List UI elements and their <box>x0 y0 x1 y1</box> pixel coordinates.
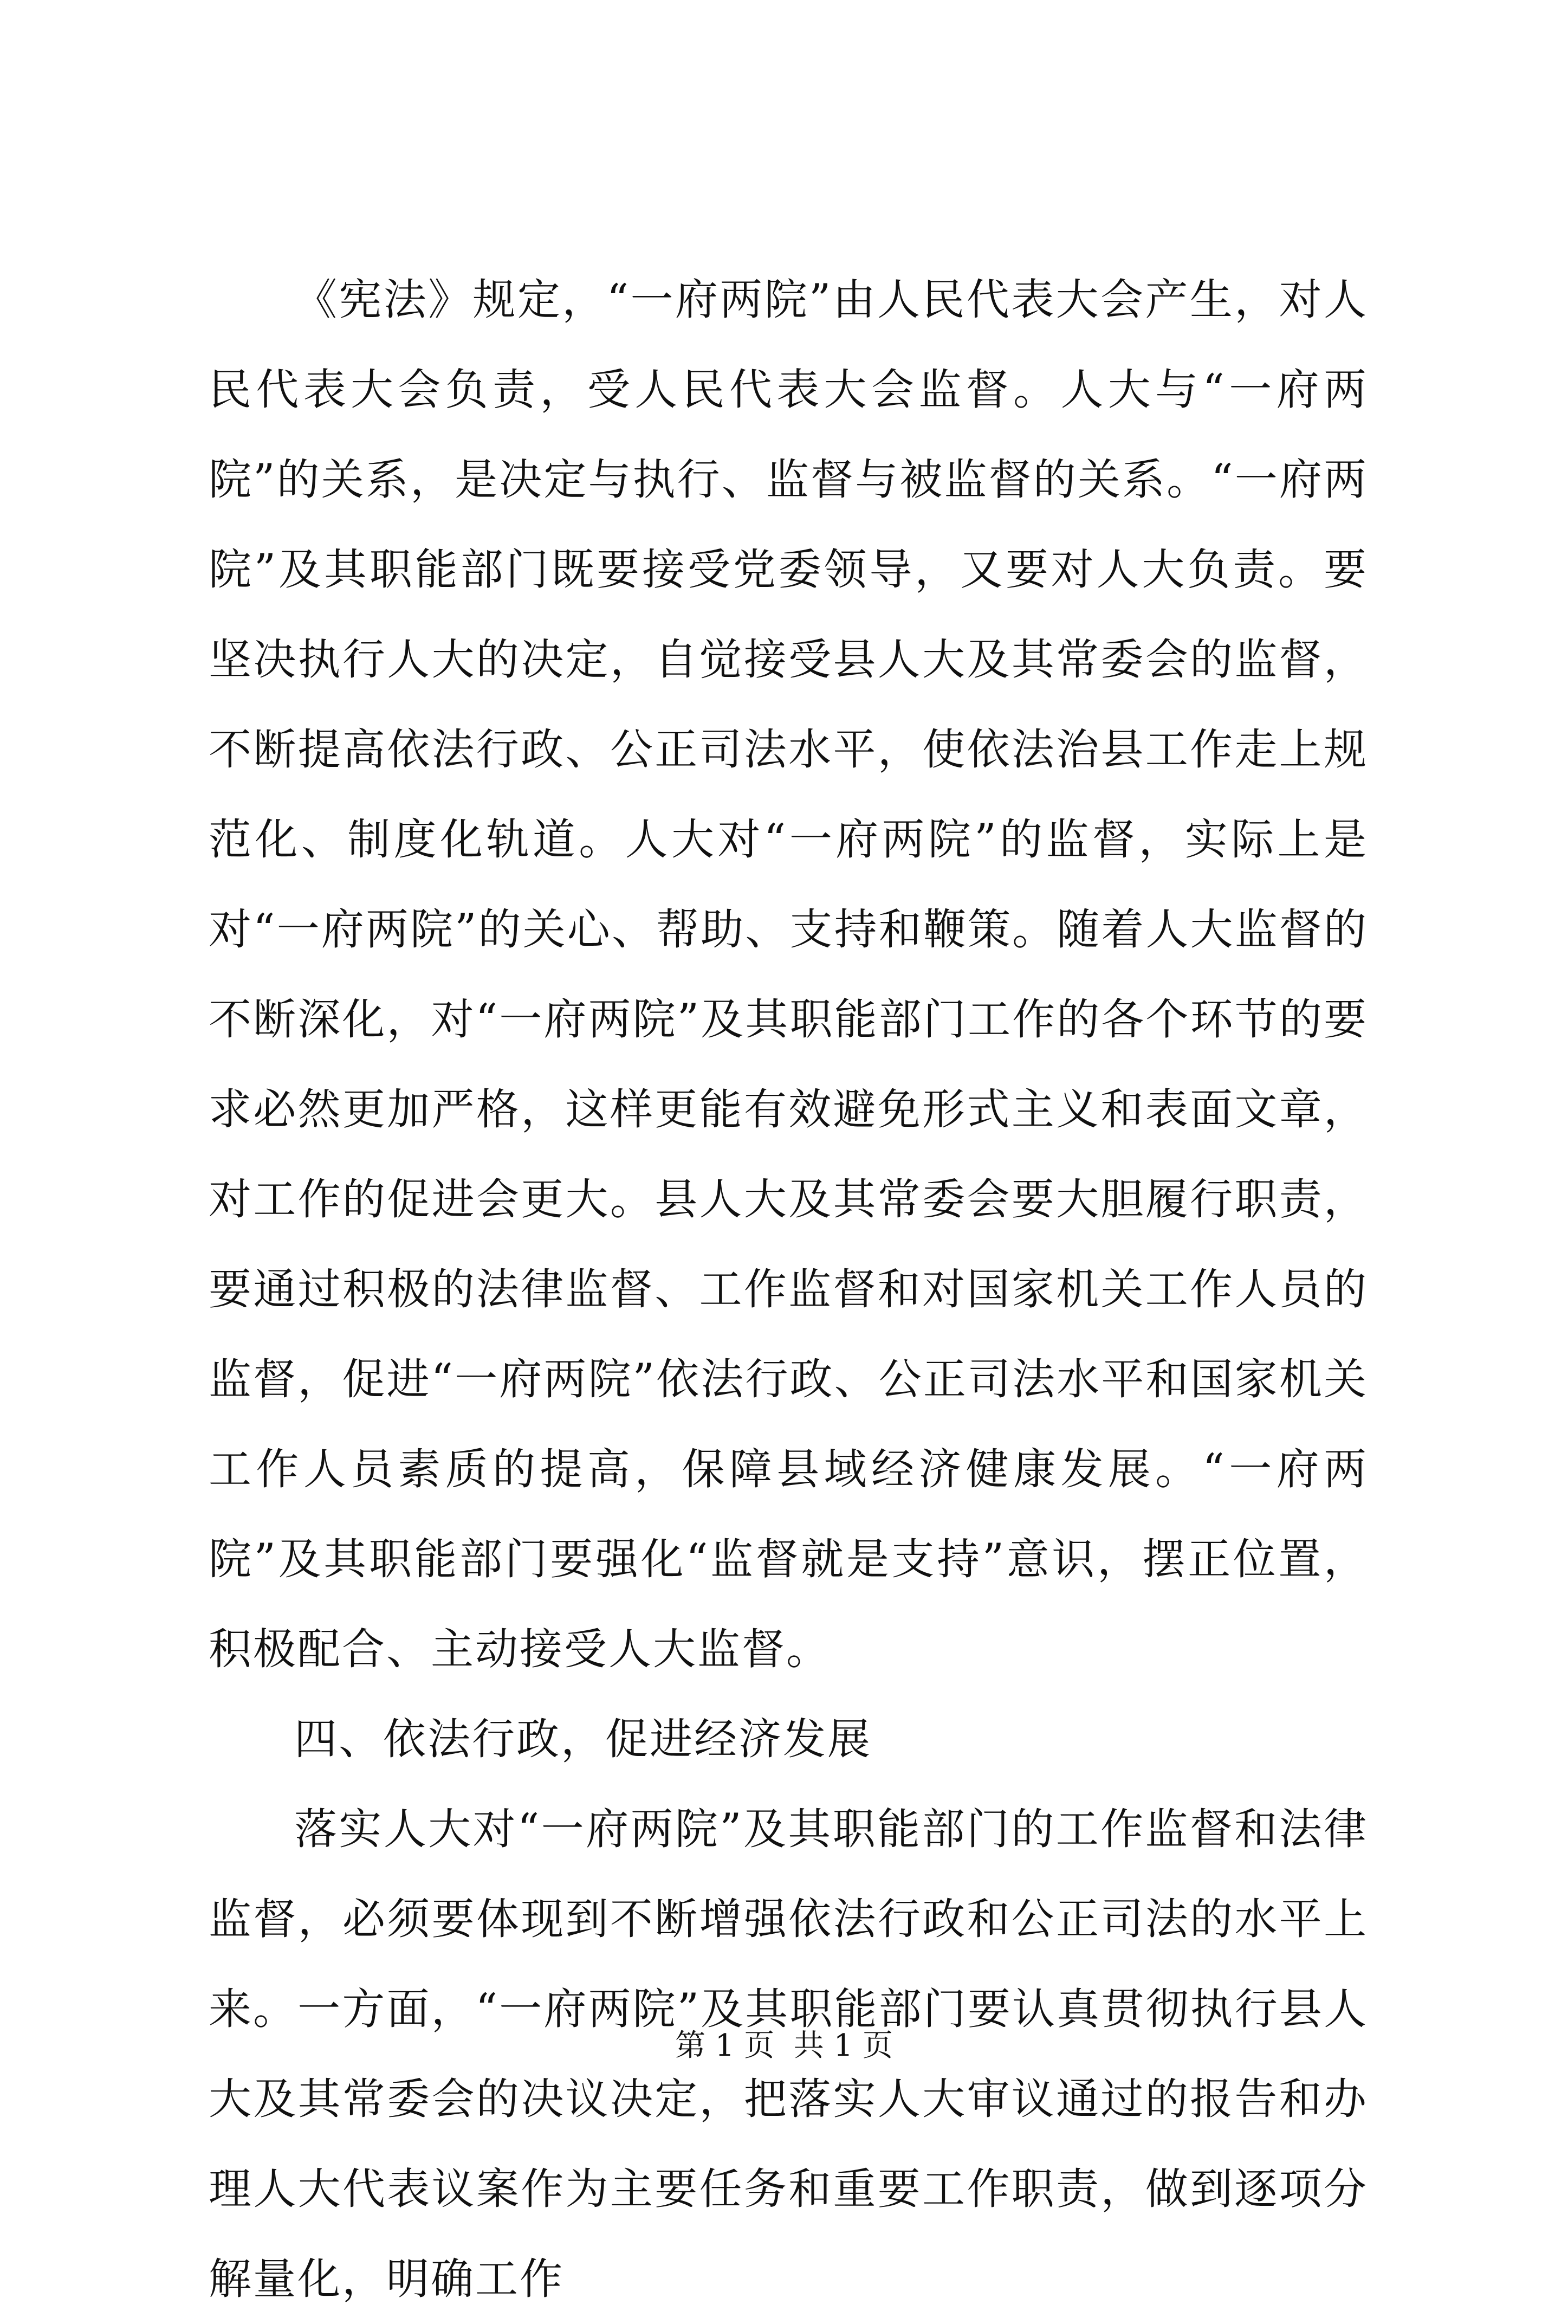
page-number-label: 第 1 页 共 1 页 <box>675 2028 893 2063</box>
body-paragraph-1: 《宪法》规定，“一府两院”由人民代表大会产生，对人民代表大会负责，受人民代表大会监督。人大与“一府两院”的关系，是决定与执行、监督与被监督的关系。“一府两院”及其职能部门既要接受党委领导，又要对人大负责。要坚决执行人大的决定，自觉接受县人大及其常委会的监督，不断提高依法行政、公正司法水平，使依法治县工作走上规范化、制度化轨道。人大对“一府两院”的监督，实际上是对“一府两院”的关心、帮助、支持和鞭策。随着人大监督的不断深化，对“一府两院”及其职能部门工作的各个环节的要求必然更加严格，这样更能有效避免形式主义和表面文章，对工作的促进会更大。县人大及其常委会要大胆履行职责，要通过积极的法律监督、工作监督和对国家机关工作人员的监督，促进“一府两院”依法行政、公正司法水平和国家机关工作人员素质的提高，保障县域经济健康发展。“一府两院”及其职能部门要强化“监督就是支持”意识，摆正位置，积极配合、主动接受人大监督。 <box>209 275 1368 1674</box>
page-footer <box>0 2024 1568 2068</box>
body-paragraph-2: 落实人大对“一府两院”及其职能部门的工作监督和法律监督，必须要体现到不断增强依法行政和公正司法的水平上来。一方面，“一府两院”及其职能部门要认真贯彻执行县人大及其常委会的决议决定，把落实人大审议通过的报告和办理人大代表议案作为主要任务和重要工作职责，做到逐项分解量化，明确工作 <box>209 1804 1368 2304</box>
document-body <box>209 255 1368 2324</box>
section-heading: 四、依法行政，促进经济发展 <box>294 1714 872 1764</box>
